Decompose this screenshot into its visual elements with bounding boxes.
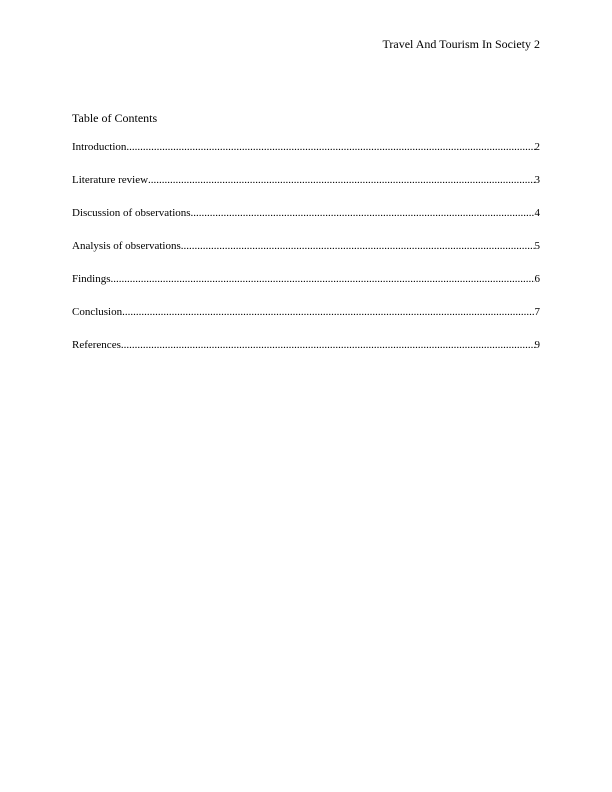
- toc-entry-page: 9: [534, 339, 540, 351]
- toc-entry-page: 6: [534, 273, 540, 285]
- toc-entry-title: References: [72, 339, 121, 351]
- dot-leader: [111, 272, 535, 286]
- toc-entry-literature-review[interactable]: [72, 173, 540, 187]
- toc-entry-page: 5: [534, 240, 540, 252]
- toc-entry-analysis-of-observations[interactable]: [72, 239, 540, 253]
- dot-leader: [191, 206, 535, 220]
- toc-entry-title: Findings: [72, 273, 111, 285]
- toc-entry-page: 2: [534, 141, 540, 153]
- running-header: Travel And Tourism In Society 2: [382, 37, 540, 51]
- toc-heading: Table of Contents: [72, 111, 158, 125]
- toc-entry-title: Introduction: [72, 141, 127, 153]
- dot-leader: [122, 305, 534, 319]
- toc-entry-page: 4: [534, 207, 540, 219]
- toc-entry-discussion-of-observations[interactable]: [72, 206, 540, 220]
- toc-entry-conclusion[interactable]: [72, 305, 540, 319]
- table-of-contents: [72, 140, 540, 371]
- dot-leader: [181, 239, 535, 253]
- dot-leader: [148, 173, 534, 187]
- toc-entry-title: Discussion of observations: [72, 207, 191, 219]
- toc-entry-findings[interactable]: [72, 272, 540, 286]
- toc-entry-page: 7: [534, 306, 540, 318]
- toc-entry-title: Literature review: [72, 174, 149, 186]
- toc-entry-page: 3: [534, 174, 540, 186]
- dot-leader: [126, 140, 534, 154]
- dot-leader: [121, 338, 535, 352]
- toc-entry-references[interactable]: [72, 338, 540, 352]
- toc-entry-introduction[interactable]: [72, 140, 540, 154]
- toc-entry-title: Analysis of observations: [72, 240, 181, 252]
- toc-entry-title: Conclusion: [72, 306, 123, 318]
